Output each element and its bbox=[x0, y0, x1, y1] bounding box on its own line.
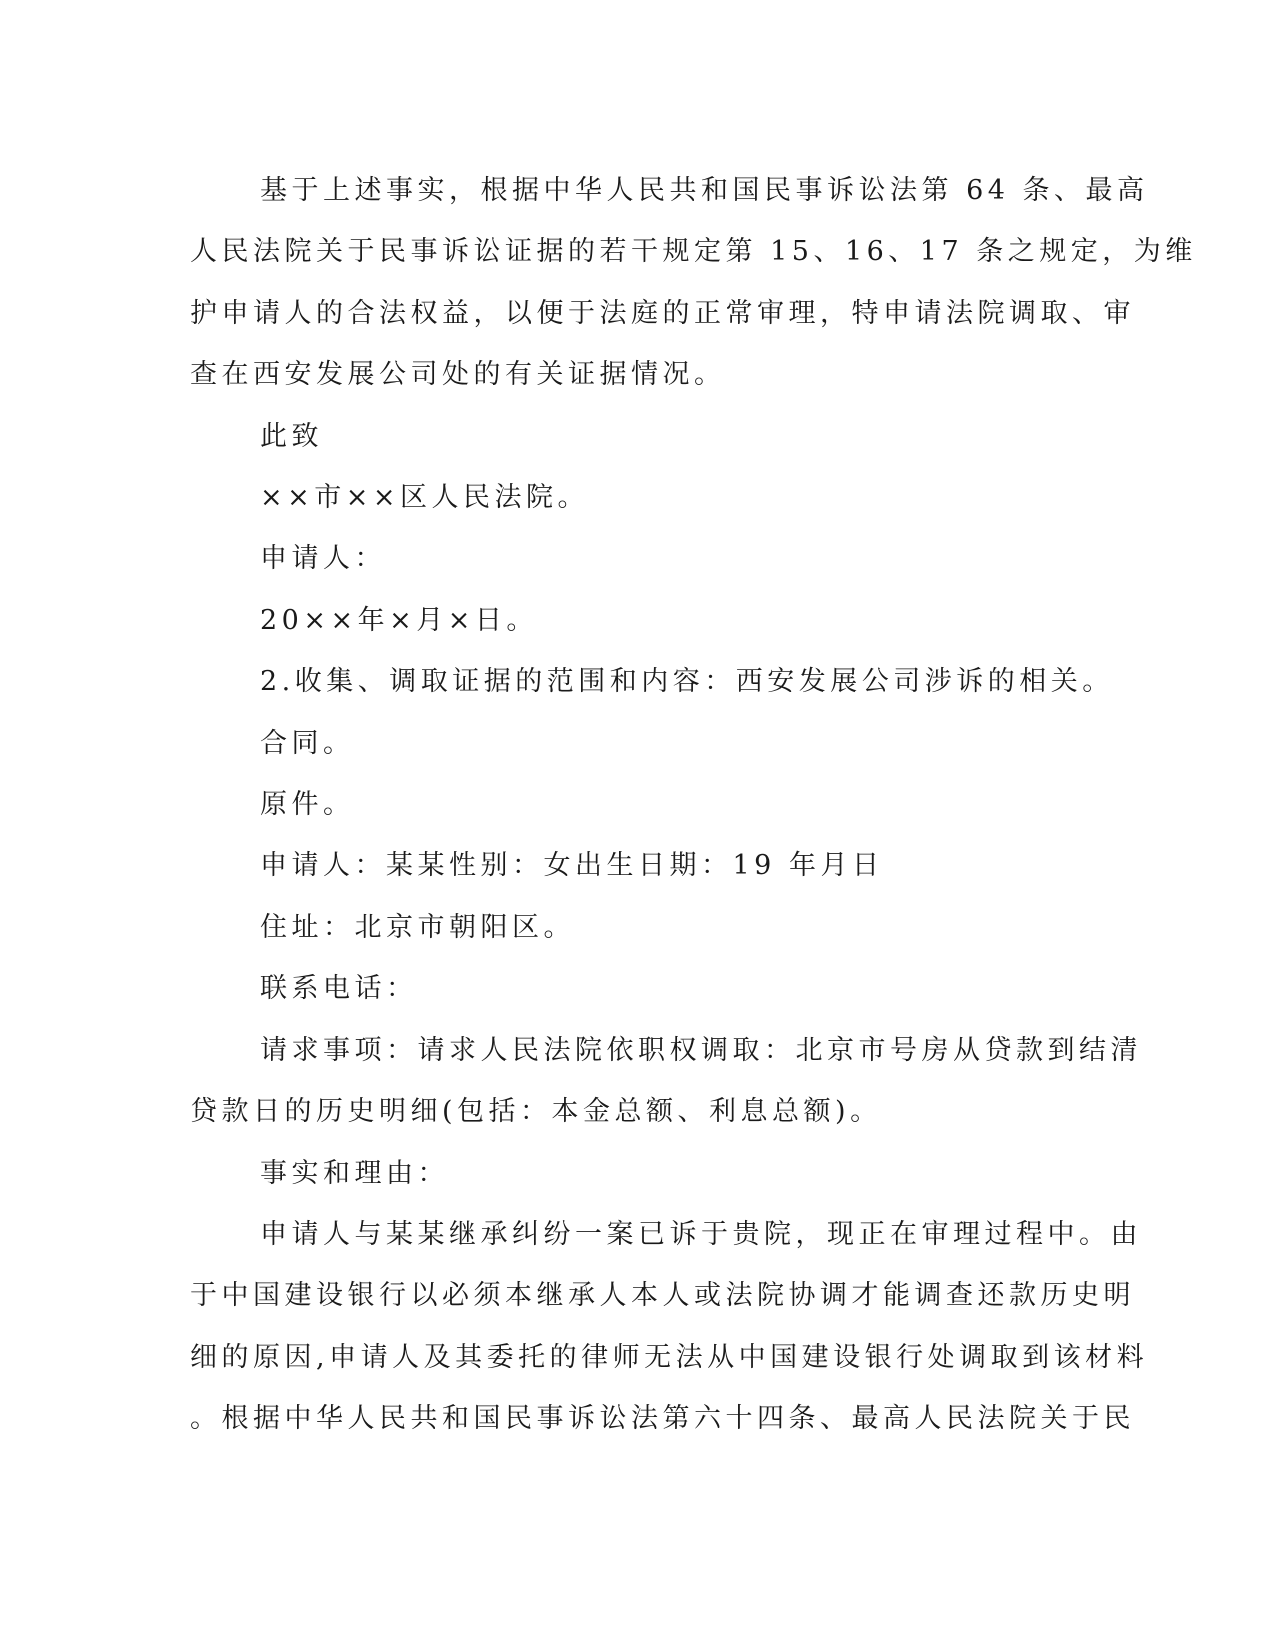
text-line: 基于上述事实，根据中华人民共和国民事诉讼法第 64 条、最高 bbox=[260, 175, 1149, 206]
text-line: 护申请人的合法权益，以便于法庭的正常审理，特申请法院调取、审 bbox=[190, 297, 1135, 329]
text-line: 请求事项：请求人民法院依职权调取：北京市号房从贷款到结清 bbox=[260, 1034, 1142, 1066]
text-line: 申请人：某某性别：女出生日期：19 年月日 bbox=[260, 850, 884, 882]
text-line: 20××年×月×日。 bbox=[260, 604, 538, 636]
text-line: ××市××区人民法院。 bbox=[260, 482, 589, 514]
text-line: 事实和理由： bbox=[260, 1157, 449, 1189]
text-line: 申请人： bbox=[260, 543, 386, 575]
text-line: 查在西安发展公司处的有关证据情况。 bbox=[190, 359, 726, 391]
text-line: 细的原因,申请人及其委托的律师无法从中国建设银行处调取到该材料 bbox=[190, 1341, 1149, 1373]
text-line: 贷款日的历史明细(包括：本金总额、利息总额)。 bbox=[190, 1096, 882, 1128]
text-line: 于中国建设银行以必须本继承人本人或法院协调才能调查还款历史明 bbox=[190, 1280, 1135, 1312]
text-line: 申请人与某某继承纠纷一案已诉于贵院，现正在审理过程中。由 bbox=[260, 1218, 1142, 1250]
text-line: 联系电话： bbox=[260, 973, 418, 1005]
text-line: 原件。 bbox=[260, 789, 355, 821]
text-line: 人民法院关于民事诉讼证据的若干规定第 15、16、17 条之规定，为维 bbox=[190, 236, 1197, 268]
text-line: 此致 bbox=[260, 420, 323, 452]
text-line: 2.收集、调取证据的范围和内容：西安发展公司涉诉的相关。 bbox=[260, 666, 1114, 698]
text-line: 住址：北京市朝阳区。 bbox=[260, 911, 575, 943]
text-line: 合同。 bbox=[260, 727, 355, 759]
text-line: 。根据中华人民共和国民事诉讼法第六十四条、最高人民法院关于民 bbox=[190, 1403, 1135, 1435]
document-body bbox=[190, 160, 1197, 1450]
